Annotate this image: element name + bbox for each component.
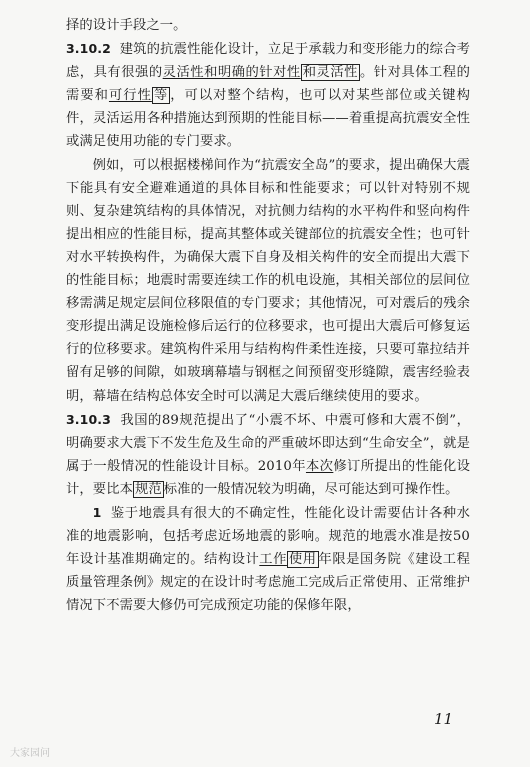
boxed-insertion: 等	[153, 88, 169, 104]
watermark: 大家园问	[10, 748, 50, 759]
item-1-paragraph	[66, 501, 470, 617]
example-paragraph	[66, 154, 470, 408]
clause-text: 我国的89规范提出了“小震不坏、中震可修和大震不倒”，明确要求大震下不发生危及生命的严重破坏即达到“生命安全”，就是属于一般情况的性能设计目标。2010年	[66, 412, 470, 474]
underlined-text: 工作	[259, 552, 287, 568]
boxed-insertion: 使用	[288, 552, 317, 568]
clause-text: 。针对具体工程的需要和	[66, 65, 471, 104]
text-column	[66, 14, 470, 617]
clause-text: ，可以对整个结构，也可以对某些部位或关键构件，灵活运用各种措施达到预期的性能目标——着重提高抗震安全性或满足使用功能的专门要求。	[66, 88, 470, 150]
page-number: 11	[434, 710, 454, 728]
continuation-text: 择的设计手段之一。	[66, 18, 187, 33]
clause-text: 标准的一般情况较为明确，尽可能达到可操作性。	[163, 481, 459, 497]
item-text: 鉴于地震具有很大的不确定性，性能化设计需要估计各种水准的地震影响，包括考虑近场地震的影响。规范的地震水准是按50年设计基准期确定的。结构设计	[66, 505, 470, 568]
boxed-insertion: 和灵活性	[302, 65, 358, 81]
clause-text: 修订所提出的性能化设计，要比本	[66, 458, 470, 497]
item-text: 年限是国务院《建设工程质量管理条例》规定的在设计时考虑施工完成后正常使用、正常维护情况下不需要大修仍可完成预定功能的保修年限，	[66, 552, 471, 614]
underlined-text: 可行性	[108, 88, 152, 104]
underlined-text: 灵活性和明确的针对性	[162, 65, 301, 81]
boxed-insertion: 规范	[134, 481, 162, 497]
underlined-text: 本次	[305, 458, 334, 474]
example-text: 例如，可以根据楼梯间作为“抗震安全岛”的要求，提出确保大震下能具有安全避难通道的具体目标和性能要求；可以针对特别不规则、复杂建筑结构的具体情况，对抗侧力结构的水平构件和竖向构件提出相应的性能目标，提高其整体或关键部位的抗震安全性；也可针对水平转换构件，为确保大震下自身及相关构件的安全而提出大震下的性能目标；地震时需要连续工作的机电设施，其相关部位的层间位移需满足规定层间位移限值的专门要求；其他情况，可对震后的残余变形提出满足设施检修后运行的位移要求，也可提出大震后可修复运行的位移要求。建筑构件采用与结构构件柔性连接，只要可靠拉结并留有足够的间隙，如玻璃幕墙与钢框之间预留变形缝隙，震害经验表明，幕墙在结构总体安全时可以满足大震后继续使用的要求。	[66, 157, 470, 404]
clause-3-10-3	[66, 408, 470, 501]
clause-text: 建筑的抗震性能化设计，立足于承载力和变形能力的综合考虑，具有很强的	[66, 42, 470, 81]
clause-number: 3.10.3	[66, 411, 111, 427]
paragraph-continuation	[66, 14, 470, 37]
clause-3-10-2	[66, 37, 470, 153]
clause-number: 3.10.2	[66, 41, 111, 57]
item-number: 1	[92, 504, 102, 520]
